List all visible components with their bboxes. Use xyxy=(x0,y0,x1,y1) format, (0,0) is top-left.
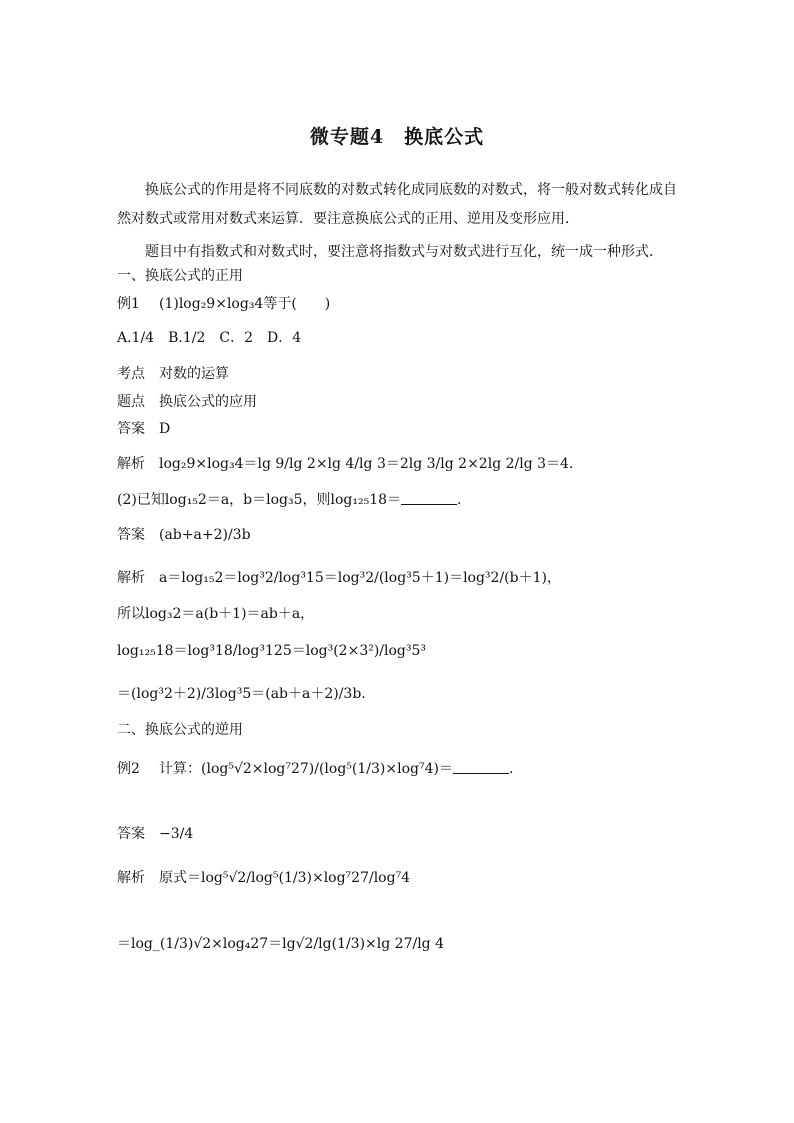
analysis-row-2b: 所以log₃2＝a(b＋1)＝ab＋a， xyxy=(117,606,315,622)
analysis-row-2c: log₁₂₅18＝log³18/log³125＝log³(2×3²)/log³5³ xyxy=(117,643,427,659)
tidian-row xyxy=(117,394,257,410)
analysis-label-3: 解析 xyxy=(117,870,145,886)
analysis-row-2a xyxy=(117,570,561,586)
answer-value-3: −3/4 xyxy=(159,826,194,842)
answer-row-2 xyxy=(117,527,251,543)
example-2-label: 例2 xyxy=(117,761,140,777)
analysis-row-3b: ＝log_(1/3)√2×log₄27＝lg√2/lg(1/3)×lg 27/lg 4 xyxy=(117,936,445,952)
analysis-row-3 xyxy=(117,870,410,886)
section-heading-1: 一、换底公式的正用 xyxy=(117,268,243,284)
answer-label-3: 答案 xyxy=(117,826,145,842)
analysis-label-2: 解析 xyxy=(117,570,145,586)
analysis-text-3a: 原式＝log⁵√2/log⁵(1/3)×log⁷27/log⁷4 xyxy=(159,870,411,886)
analysis-row-2d: ＝(log³2＋2)/3log³5＝(ab＋a＋2)/3b. xyxy=(117,686,366,702)
answer-row-1 xyxy=(117,421,170,437)
answer-label-1: 答案 xyxy=(117,421,145,437)
section-heading-2: 二、换底公式的逆用 xyxy=(117,722,243,738)
tidian-label: 题点 xyxy=(117,394,145,410)
page-title: 微专题4 换底公式 xyxy=(309,126,485,148)
example-1-q2: (2)已知log₁₅2＝a，b＝log₃5，则log₁₂₅18＝ . xyxy=(117,492,462,508)
example-1-options: A.1/4 B.1/2 C．2 D．4 xyxy=(117,330,302,346)
answer-blank-1 xyxy=(401,492,457,505)
analysis-text-1: log₂9×log₃4＝lg 9/lg 2×lg 4/lg 3＝2lg 3/lg 2×2lg 2/lg 3＝4. xyxy=(159,456,574,472)
kaodian-value: 对数的运算 xyxy=(159,366,229,382)
example-2-text: 计算：(log⁵√2×log⁷27)/(log⁵(1/3)×log⁷4)＝ xyxy=(159,761,453,777)
analysis-label-1: 解析 xyxy=(117,456,145,472)
example-1-q2-text: (2)已知log₁₅2＝a，b＝log₃5，则log₁₂₅18＝ xyxy=(117,492,402,508)
kaodian-row xyxy=(117,366,229,382)
answer-value-1: D xyxy=(159,421,171,437)
example-1-label: 例1 xyxy=(117,296,140,312)
example-1-question xyxy=(117,296,330,312)
analysis-row-1 xyxy=(117,456,573,472)
answer-row-3 xyxy=(117,826,193,842)
kaodian-label: 考点 xyxy=(117,366,145,382)
answer-label-2: 答案 xyxy=(117,527,145,543)
intro-line-1: 换底公式的作用是将不同底数的对数式转化成同底数的对数式，将一般对数式转化成自 xyxy=(145,182,677,198)
intro-line-2: 然对数式或常用对数式来运算．要注意换底公式的正用、逆用及变形应用． xyxy=(117,211,579,227)
intro-line-3: 题目中有指数式和对数式时，要注意将指数式与对数式进行互化，统一成一种形式． xyxy=(145,244,663,260)
example-2-question: 例2 计算：(log⁵√2×log⁷27)/(log⁵(1/3)×log⁷4)＝ . xyxy=(117,761,514,777)
answer-blank-2 xyxy=(453,761,509,774)
answer-value-2: (ab+a+2)/3b xyxy=(159,527,251,543)
tidian-value: 换底公式的应用 xyxy=(159,394,257,410)
example-1-q1: (1)log₂9×log₃4等于( ) xyxy=(159,296,331,312)
analysis-text-2a: a＝log₁₅2＝log³2/log³15＝log³2/(log³5＋1)＝log³2/(b＋1)， xyxy=(159,570,561,586)
